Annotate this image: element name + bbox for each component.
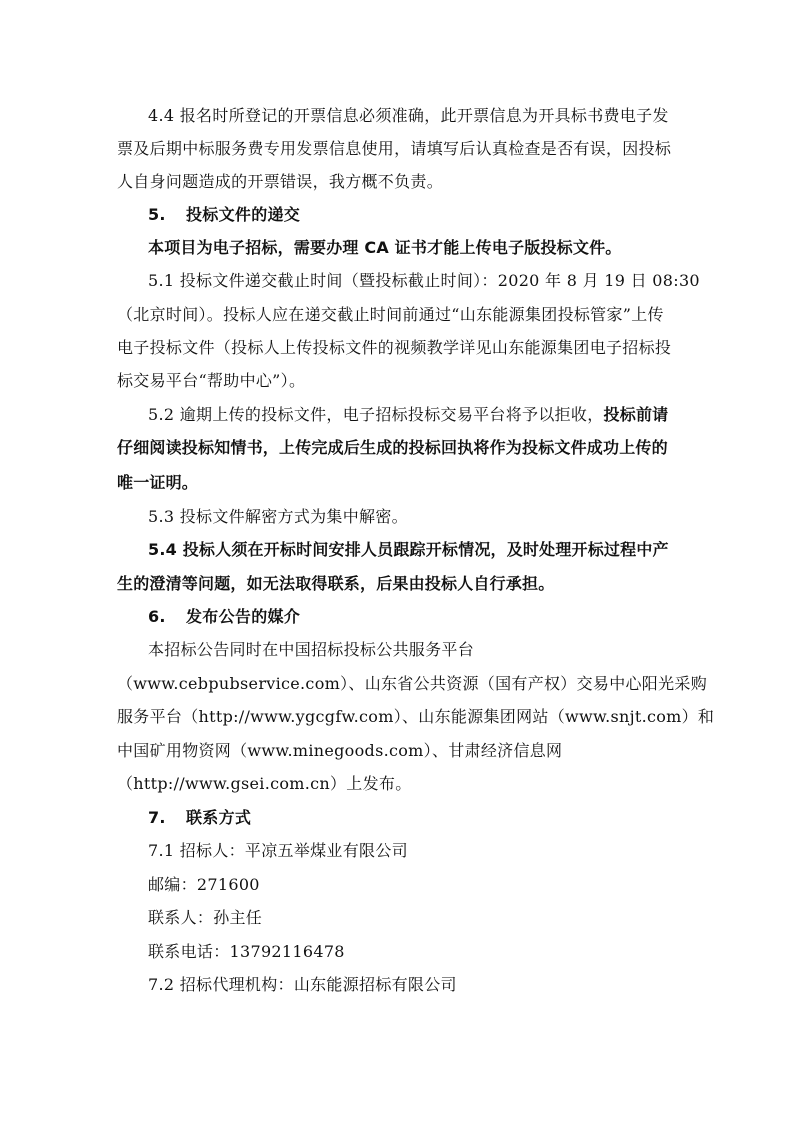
media-line-3: 服务平台（http://www.ygcgfw.com）、山东能源集团网站（www.snjt.com）和 <box>117 707 715 726</box>
para-4-4-line-3: 人自身问题造成的开票错误，我方概不负责。 <box>117 172 444 191</box>
ca-certificate-note: 本项目为电子招标，需要办理 CA 证书才能上传电子版投标文件。 <box>148 238 622 257</box>
section-7-number: 7. <box>148 808 166 827</box>
para-5-2-line-1 <box>148 405 668 425</box>
para-5-4-line-1: 5.4 投标人须在开标时间安排人员跟踪开标情况，及时处理开标过程中产 <box>148 540 669 559</box>
section-6-number: 6. <box>148 607 166 626</box>
para-5-1-line-1: 5.1 投标文件递交截止时间（暨投标截止时间）：2020 年 8 月 19 日 08:30 <box>148 271 700 290</box>
media-line-1: 本招标公告同时在中国招标投标公共服务平台 <box>148 640 475 659</box>
section-7-heading <box>148 808 251 828</box>
para-5-2-line-3: 唯一证明。 <box>117 473 199 492</box>
section-6-title: 发布公告的媒介 <box>186 607 301 626</box>
para-4-4-line-1: 4.4 报名时所登记的开票信息必须准确，此开票信息为开具标书费电子发 <box>148 106 669 125</box>
para-5-2-bold-start: 投标前请 <box>603 405 669 424</box>
section-5-number: 5. <box>148 205 166 224</box>
postcode-line: 邮编：271600 <box>148 875 260 894</box>
section-6-heading <box>148 607 300 627</box>
para-5-1-line-3: 电子投标文件（投标人上传投标文件的视频教学详见山东能源集团电子招标投 <box>117 338 672 357</box>
para-5-1-line-2: （北京时间）。投标人应在递交截止时间前通过“山东能源集团投标管家”上传 <box>117 305 664 324</box>
section-7-title: 联系方式 <box>186 808 252 827</box>
media-line-4: 中国矿用物资网（www.minegoods.com）、甘肃经济信息网 <box>117 741 563 760</box>
media-line-5: （http://www.gsei.com.cn）上发布。 <box>117 774 412 793</box>
para-5-4-line-2: 生的澄清等问题，如无法取得联系，后果由投标人自行承担。 <box>117 574 555 593</box>
para-5-2-line-2: 仔细阅读投标知情书，上传完成后生成的投标回执将作为投标文件成功上传的 <box>117 438 668 457</box>
section-5-heading <box>148 205 300 225</box>
tenderer-line: 7.1 招标人：平凉五举煤业有限公司 <box>148 841 408 860</box>
para-5-3: 5.3 投标文件解密方式为集中解密。 <box>148 507 408 526</box>
para-4-4-line-2: 票及后期中标服务费专用发票信息使用，请填写后认真检查是否有误，因投标 <box>117 139 672 158</box>
media-line-2: （www.cebpubservice.com）、山东省公共资源（国有产权）交易中心阳光采购 <box>117 674 708 693</box>
contact-phone-line: 联系电话：13792116478 <box>148 942 345 961</box>
para-5-1-line-4: 标交易平台“帮助中心”）。 <box>117 371 306 390</box>
agency-line: 7.2 招标代理机构：山东能源招标有限公司 <box>148 975 457 994</box>
section-5-title: 投标文件的递交 <box>186 205 301 224</box>
para-5-2-text: 5.2 逾期上传的投标文件，电子招标投标交易平台将予以拒收， <box>148 405 604 424</box>
contact-person-line: 联系人：孙主任 <box>148 908 263 927</box>
